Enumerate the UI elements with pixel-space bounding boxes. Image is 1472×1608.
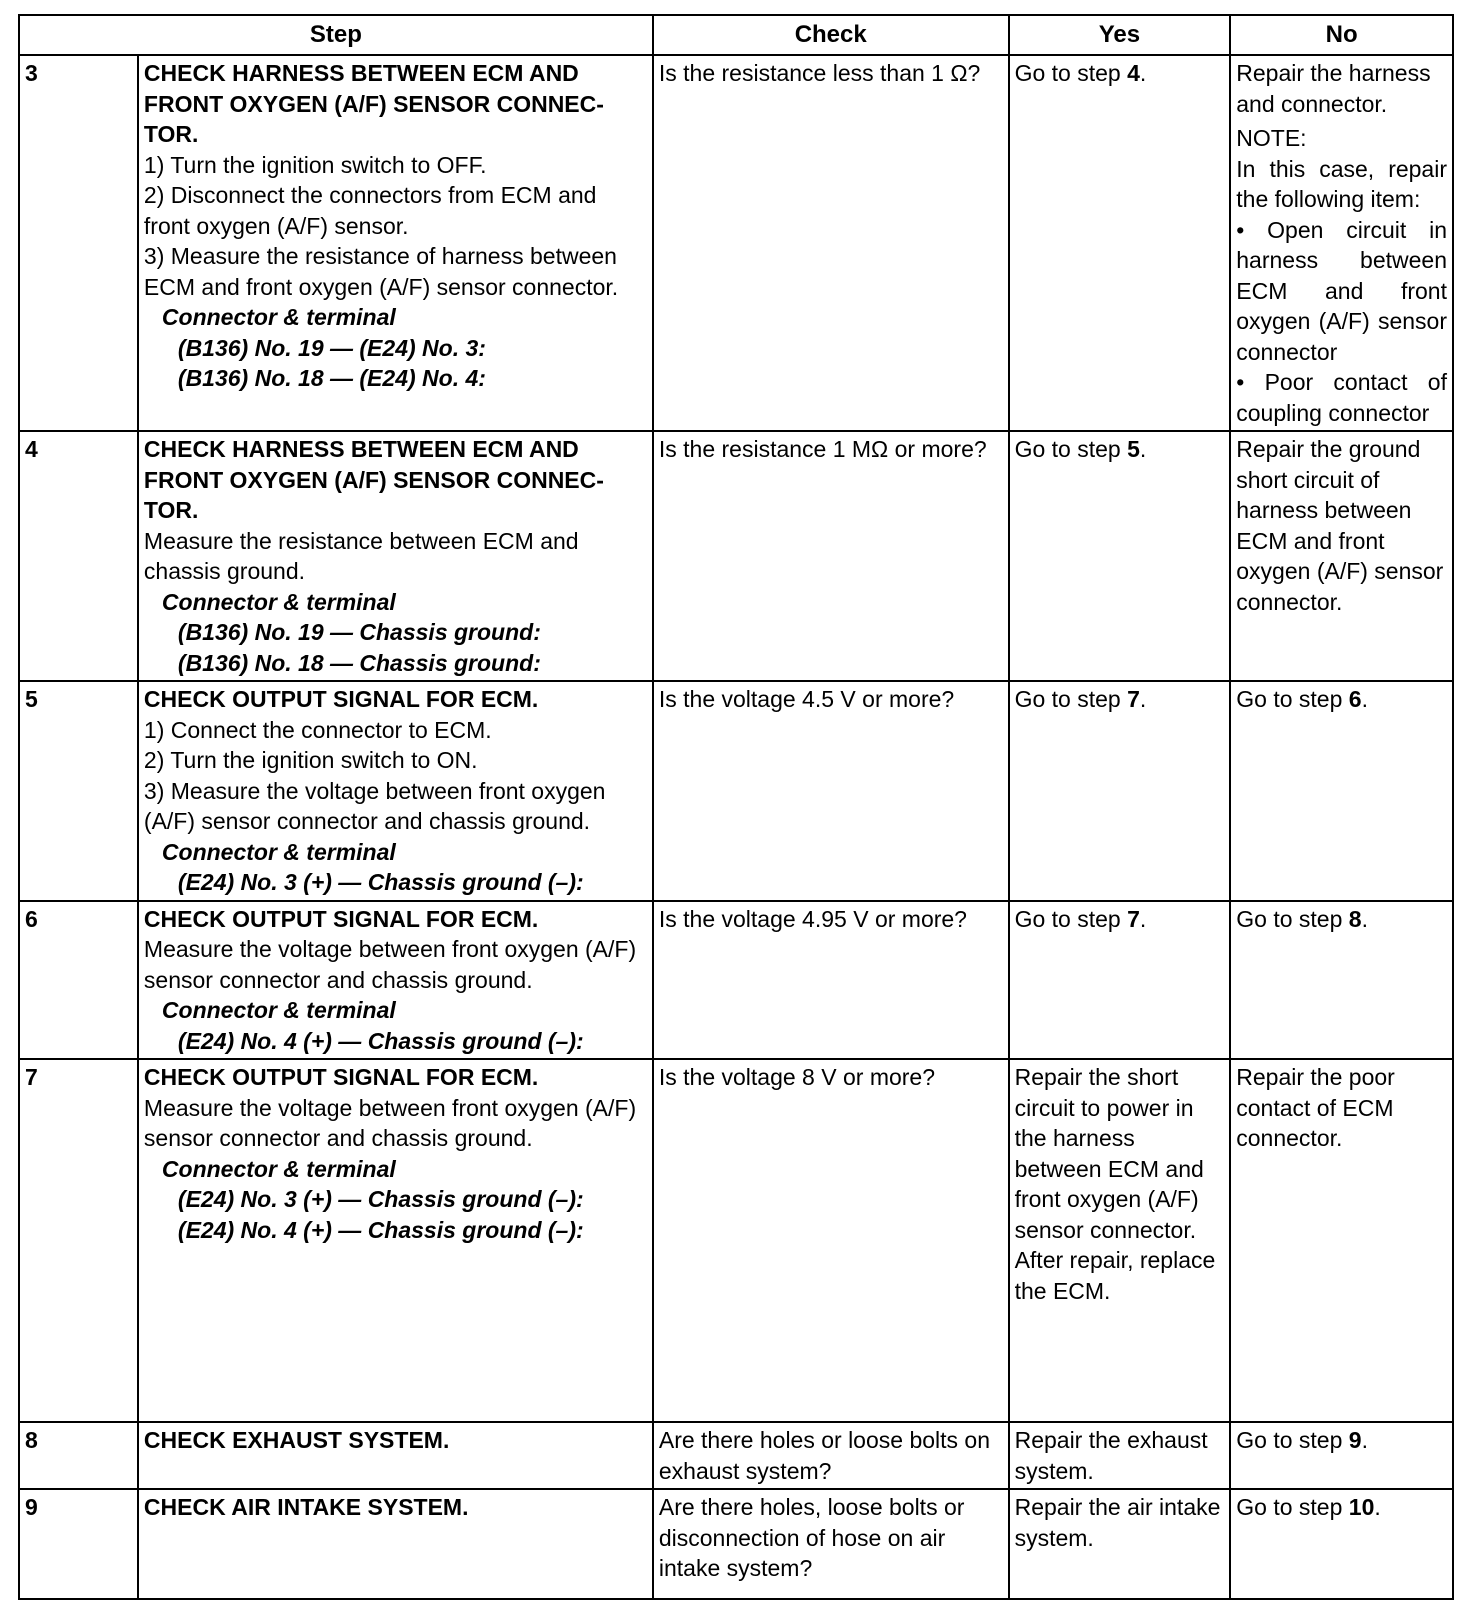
yes-action: Go to step 5. <box>1009 431 1231 681</box>
connector-terminal-label: Connector & terminal <box>161 838 396 865</box>
no-step-ref: 8 <box>1348 905 1362 932</box>
yes-action: Go to step 4. <box>1009 55 1231 431</box>
step-instruction: 1) Connect the connector to ECM. <box>143 716 492 743</box>
note-intro: In this case, repair the following item: <box>1236 155 1447 212</box>
terminal-spec: (B136) No. 18 — (E24) No. 4: <box>177 365 486 391</box>
step-procedure <box>138 681 653 901</box>
step-number: 7 <box>19 1059 138 1422</box>
step-title-line: TOR. <box>143 497 199 523</box>
step-procedure <box>138 1489 653 1599</box>
step-number: 4 <box>19 431 138 681</box>
step-title-line: CHECK OUTPUT SIGNAL FOR ECM. <box>143 905 539 932</box>
table-row <box>19 1422 1453 1489</box>
table-header-row <box>19 15 1453 55</box>
header-step: Step <box>19 15 653 55</box>
step-title-line: TOR. <box>143 121 199 147</box>
step-procedure <box>138 901 653 1060</box>
no-step-ref: 10 <box>1348 1494 1375 1520</box>
terminal-spec: (E24) No. 3 (+) — Chassis ground (–): <box>177 1186 584 1212</box>
no-action: Repair the ground short circuit of harness between ECM and front oxygen (A/F) sensor connector. <box>1230 431 1453 681</box>
check-question: Is the voltage 4.5 V or more? <box>653 681 1009 901</box>
connector-terminal-label: Connector & terminal <box>161 588 396 615</box>
note-bullet: • Poor contact of coupling connector <box>1236 369 1447 426</box>
no-action: Go to step 8. <box>1230 901 1453 1060</box>
terminal-spec: (B136) No. 19 — (E24) No. 3: <box>177 334 486 361</box>
step-instruction: 3) Measure the voltage between front oxygen (A/F) sensor connector and chassis ground. <box>143 777 606 834</box>
step-title-line: CHECK HARNESS BETWEEN ECM AND <box>143 60 579 86</box>
no-action-text: Go to step <box>1236 686 1349 712</box>
no-action-text: Go to step <box>1236 905 1349 932</box>
check-question: Is the resistance 1 MΩ or more? <box>653 431 1009 681</box>
step-instruction: Measure the voltage between front oxygen (A/F) sensor connector and chassis ground. <box>143 1094 637 1151</box>
note-label: NOTE: <box>1236 125 1307 151</box>
yes-action-text: Go to step <box>1014 686 1128 712</box>
table-row <box>19 55 1453 431</box>
terminal-spec: (E24) No. 4 (+) — Chassis ground (–): <box>177 1027 584 1054</box>
no-action: Repair the poor contact of ECM connector. <box>1230 1059 1453 1422</box>
terminal-spec: (B136) No. 18 — Chassis ground: <box>177 649 541 676</box>
yes-action: Repair the short circuit to power in the harness between ECM and front oxygen (A/F) sensor connector. After repair, replace the ECM. <box>1009 1059 1231 1422</box>
yes-action-text: Go to step <box>1014 60 1128 86</box>
connector-terminal-label: Connector & terminal <box>161 997 396 1023</box>
step-title-line: CHECK OUTPUT SIGNAL FOR ECM. <box>143 1064 539 1090</box>
step-instruction: 2) Turn the ignition switch to ON. <box>143 747 478 773</box>
terminal-spec: (E24) No. 4 (+) — Chassis ground (–): <box>177 1216 584 1243</box>
no-action: Go to step 9. <box>1230 1422 1453 1489</box>
table-row <box>19 681 1453 901</box>
no-step-ref: 6 <box>1348 686 1362 712</box>
step-instruction: 1) Turn the ignition switch to OFF. <box>143 151 487 178</box>
no-action-text: Repair the harness and connector. <box>1236 60 1431 117</box>
no-action-text: Go to step <box>1236 1494 1349 1520</box>
table-row <box>19 1489 1453 1599</box>
step-title-line: FRONT OXYGEN (A/F) SENSOR CONNEC- <box>143 466 604 493</box>
step-procedure <box>138 1422 653 1489</box>
step-number: 8 <box>19 1422 138 1489</box>
no-step-ref: 9 <box>1348 1427 1362 1453</box>
step-title-line: FRONT OXYGEN (A/F) SENSOR CONNEC- <box>143 90 604 117</box>
terminal-spec: (B136) No. 19 — Chassis ground: <box>177 619 541 645</box>
yes-step-ref: 4 <box>1127 60 1140 86</box>
check-question: Are there holes or loose bolts on exhaust system? <box>653 1422 1009 1489</box>
connector-terminal-label: Connector & terminal <box>161 304 396 330</box>
terminal-spec: (E24) No. 3 (+) — Chassis ground (–): <box>177 869 584 895</box>
yes-action-text: Go to step <box>1014 436 1128 462</box>
step-title-line: CHECK HARNESS BETWEEN ECM AND <box>143 436 579 462</box>
no-action: Go to step 10. <box>1230 1489 1453 1599</box>
step-title-line: CHECK EXHAUST SYSTEM. <box>143 1427 450 1453</box>
step-instruction: Measure the resistance between ECM and chassis ground. <box>143 527 579 584</box>
header-no: No <box>1230 15 1453 55</box>
step-instruction: 3) Measure the resistance of harness between ECM and front oxygen (A/F) sensor connector. <box>143 243 619 300</box>
yes-step-ref: 5 <box>1127 436 1140 462</box>
step-number: 5 <box>19 681 138 901</box>
yes-step-ref: 7 <box>1127 686 1140 712</box>
step-number: 9 <box>19 1489 138 1599</box>
check-question: Is the resistance less than 1 Ω? <box>653 55 1009 431</box>
step-number: 6 <box>19 901 138 1060</box>
yes-action: Go to step 7. <box>1009 681 1231 901</box>
yes-action-text: Go to step <box>1014 905 1128 932</box>
step-number: 3 <box>19 55 138 431</box>
check-question: Is the voltage 4.95 V or more? <box>653 901 1009 1060</box>
table-row <box>19 901 1453 1060</box>
step-instruction: Measure the voltage between front oxygen (A/F) sensor connector and chassis ground. <box>143 936 637 993</box>
step-title-line: CHECK OUTPUT SIGNAL FOR ECM. <box>143 686 539 712</box>
step-title-line: CHECK AIR INTAKE SYSTEM. <box>143 1494 469 1520</box>
header-yes: Yes <box>1009 15 1231 55</box>
table-row <box>19 1059 1453 1422</box>
note-bullet: • Open circuit in harness between ECM and front oxygen (A/F) sensor connector <box>1236 216 1447 365</box>
connector-terminal-label: Connector & terminal <box>161 1155 396 1182</box>
step-procedure <box>138 431 653 681</box>
yes-action: Go to step 7. <box>1009 901 1231 1060</box>
no-action-text: Go to step <box>1236 1427 1349 1453</box>
step-instruction: 2) Disconnect the connectors from ECM and front oxygen (A/F) sensor. <box>143 182 597 239</box>
yes-step-ref: 7 <box>1127 905 1140 932</box>
no-action: Go to step 6. <box>1230 681 1453 901</box>
step-procedure <box>138 1059 653 1422</box>
check-question: Are there holes, loose bolts or disconnection of hose on air intake system? <box>653 1489 1009 1599</box>
check-question: Is the voltage 8 V or more? <box>653 1059 1009 1422</box>
header-check: Check <box>653 15 1009 55</box>
yes-action: Repair the air intake system. <box>1009 1489 1231 1599</box>
no-action <box>1230 55 1453 431</box>
yes-action: Repair the exhaust system. <box>1009 1422 1231 1489</box>
diagnostic-procedure-table <box>18 14 1454 1600</box>
step-procedure <box>138 55 653 431</box>
table-row <box>19 431 1453 681</box>
